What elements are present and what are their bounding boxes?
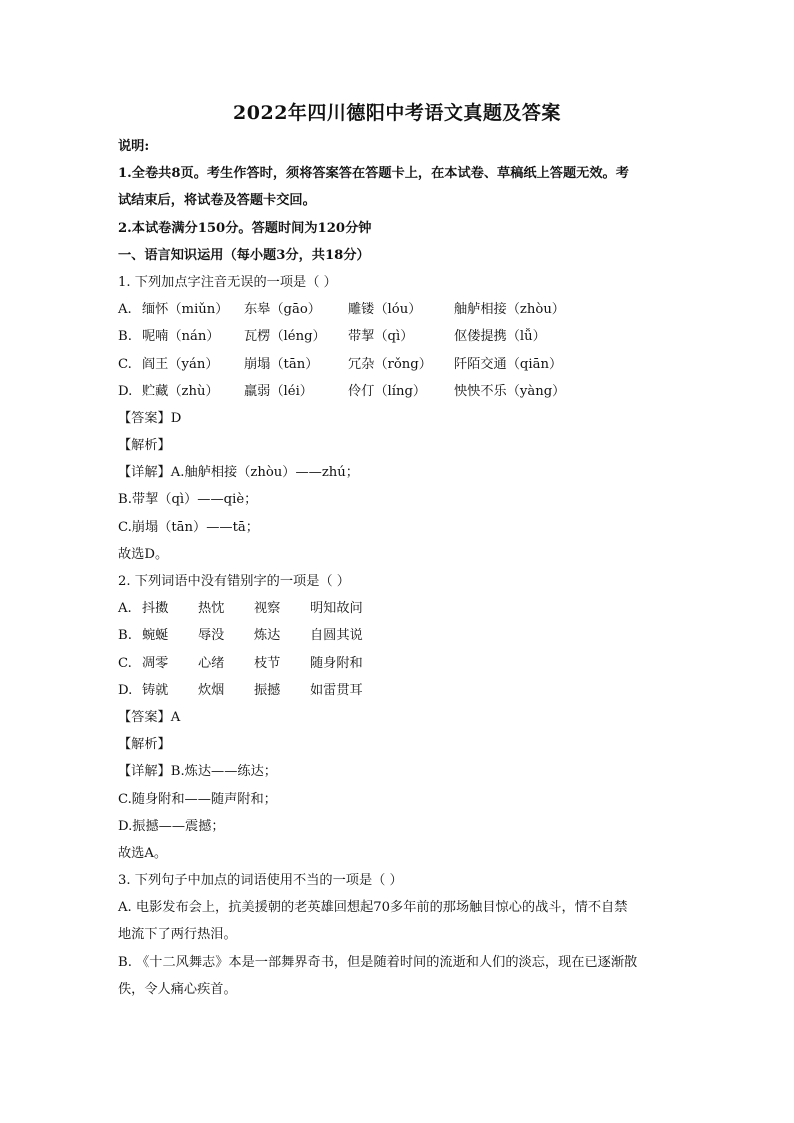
q3-option-b-line-2: 佚，令人痛心疾首。 bbox=[118, 981, 237, 997]
option-item: 阎王（yán） bbox=[142, 356, 219, 372]
option-item: 冗杂（rǒng） bbox=[348, 356, 432, 372]
q1-detail-3: C.崩塌（tān）——tā； bbox=[118, 519, 259, 535]
q3-option-a-line-1: A. 电影发布会上，抗美援朝的老英雄回想起70多年前的那场触目惊心的战斗，情不自禁 bbox=[118, 900, 628, 916]
option-item: 呢喃（nán） bbox=[142, 329, 220, 345]
option-label: C. bbox=[118, 356, 132, 372]
q2-detail-2: C.随身附和——随声附和； bbox=[118, 791, 277, 807]
q2-analysis: 【解析】 bbox=[118, 737, 171, 753]
q3-option-a-line-2: 地流下了两行热泪。 bbox=[118, 927, 237, 943]
section-1-heading: 一、语言知识运用（每小题3分，共18分） bbox=[118, 247, 370, 263]
q2-answer: 【答案】A bbox=[118, 709, 181, 725]
option-item: 随身附和 bbox=[310, 655, 363, 671]
q1-option-d bbox=[118, 378, 678, 405]
option-item: 炊烟 bbox=[198, 682, 225, 698]
q1-detail-1: 【详解】A.舳舻相接（zhòu）——zhú； bbox=[118, 465, 359, 481]
option-label: C. bbox=[118, 655, 132, 671]
option-item: 热忱 bbox=[198, 601, 225, 617]
option-item: 炼达 bbox=[254, 628, 281, 644]
option-item: 雕镂（lóu） bbox=[348, 302, 422, 318]
q3-option-b-line-1: B. 《十二风舞志》本是一部舞界奇书，但是随着时间的流逝和人们的淡忘，现在已逐渐散 bbox=[118, 954, 638, 970]
option-label: A. bbox=[118, 302, 132, 318]
option-item: 怏怏不乐（yàng） bbox=[454, 383, 566, 399]
q1-option-a bbox=[118, 296, 678, 323]
option-item: 蜿蜒 bbox=[142, 628, 169, 644]
option-item: 伶仃（líng） bbox=[348, 383, 427, 399]
q1-stem: 1. 下列加点字注音无误的一项是（ ） bbox=[118, 274, 337, 290]
q1-detail-2: B.带挈（qì）——qiè； bbox=[118, 492, 258, 508]
option-item: 东皋（gāo） bbox=[244, 302, 321, 318]
q2-option-b bbox=[118, 622, 678, 649]
option-item: 抖擞 bbox=[142, 601, 169, 617]
option-item: 铸就 bbox=[142, 682, 169, 698]
option-item: 带挈（qì） bbox=[348, 329, 414, 345]
option-label: B. bbox=[118, 628, 132, 644]
q3-stem: 3. 下列句子中加点的词语使用不当的一项是（ ） bbox=[118, 873, 403, 889]
option-item: 瓦楞（léng） bbox=[244, 329, 326, 345]
option-item: 视察 bbox=[254, 601, 281, 617]
document-body bbox=[118, 133, 678, 1003]
note-1-line-1: 1.全卷共8页。考生作答时，须将答案答在答题卡上，在本试卷、草稿纸上答题无效。考 bbox=[118, 166, 629, 182]
q2-option-c bbox=[118, 650, 678, 677]
document-title: 2022年四川德阳中考语文真题及答案 bbox=[233, 102, 561, 124]
option-item: 自圆其说 bbox=[310, 628, 363, 644]
q2-option-d bbox=[118, 677, 678, 704]
option-item: 振撼 bbox=[254, 682, 281, 698]
option-item: 崩塌（tān） bbox=[244, 356, 319, 372]
notes-heading: 说明: bbox=[118, 139, 150, 154]
note-1-line-2: 试结束后，将试卷及答题卡交回。 bbox=[118, 193, 316, 209]
option-item: 枝节 bbox=[254, 655, 281, 671]
q1-analysis: 【解析】 bbox=[118, 438, 171, 454]
q2-detail-3: D.振撼——震撼； bbox=[118, 818, 225, 834]
q2-option-a bbox=[118, 595, 678, 622]
option-item: 阡陌交通（qiān） bbox=[454, 356, 563, 372]
option-item: 明知故问 bbox=[310, 601, 363, 617]
option-item: 舳舻相接（zhòu） bbox=[454, 302, 565, 318]
option-item: 凋零 bbox=[142, 655, 169, 671]
option-label: A. bbox=[118, 601, 132, 617]
note-2: 2.本试卷满分150分。答题时间为120分钟 bbox=[118, 220, 372, 236]
option-item: 伛偻提携（lǚ） bbox=[454, 329, 546, 345]
option-item: 如雷贯耳 bbox=[310, 682, 363, 698]
option-label: D. bbox=[118, 682, 133, 698]
option-label: D. bbox=[118, 383, 133, 399]
q2-stem: 2. 下列词语中没有错别字的一项是（ ） bbox=[118, 574, 350, 589]
option-item: 羸弱（léi） bbox=[244, 383, 313, 399]
option-label: B. bbox=[118, 329, 132, 345]
option-item: 缅怀（miǔn） bbox=[142, 302, 229, 318]
q1-detail-4: 故选D。 bbox=[118, 546, 169, 562]
q1-option-b bbox=[118, 323, 678, 350]
option-item: 心绪 bbox=[198, 655, 225, 671]
option-item: 贮藏（zhù） bbox=[142, 383, 219, 399]
option-item: 辱没 bbox=[198, 628, 225, 644]
q2-detail-1: 【详解】B.炼达——练达； bbox=[118, 764, 277, 780]
q1-answer: 【答案】D bbox=[118, 410, 182, 426]
q2-detail-4: 故选A。 bbox=[118, 845, 168, 861]
q1-option-c bbox=[118, 351, 678, 378]
